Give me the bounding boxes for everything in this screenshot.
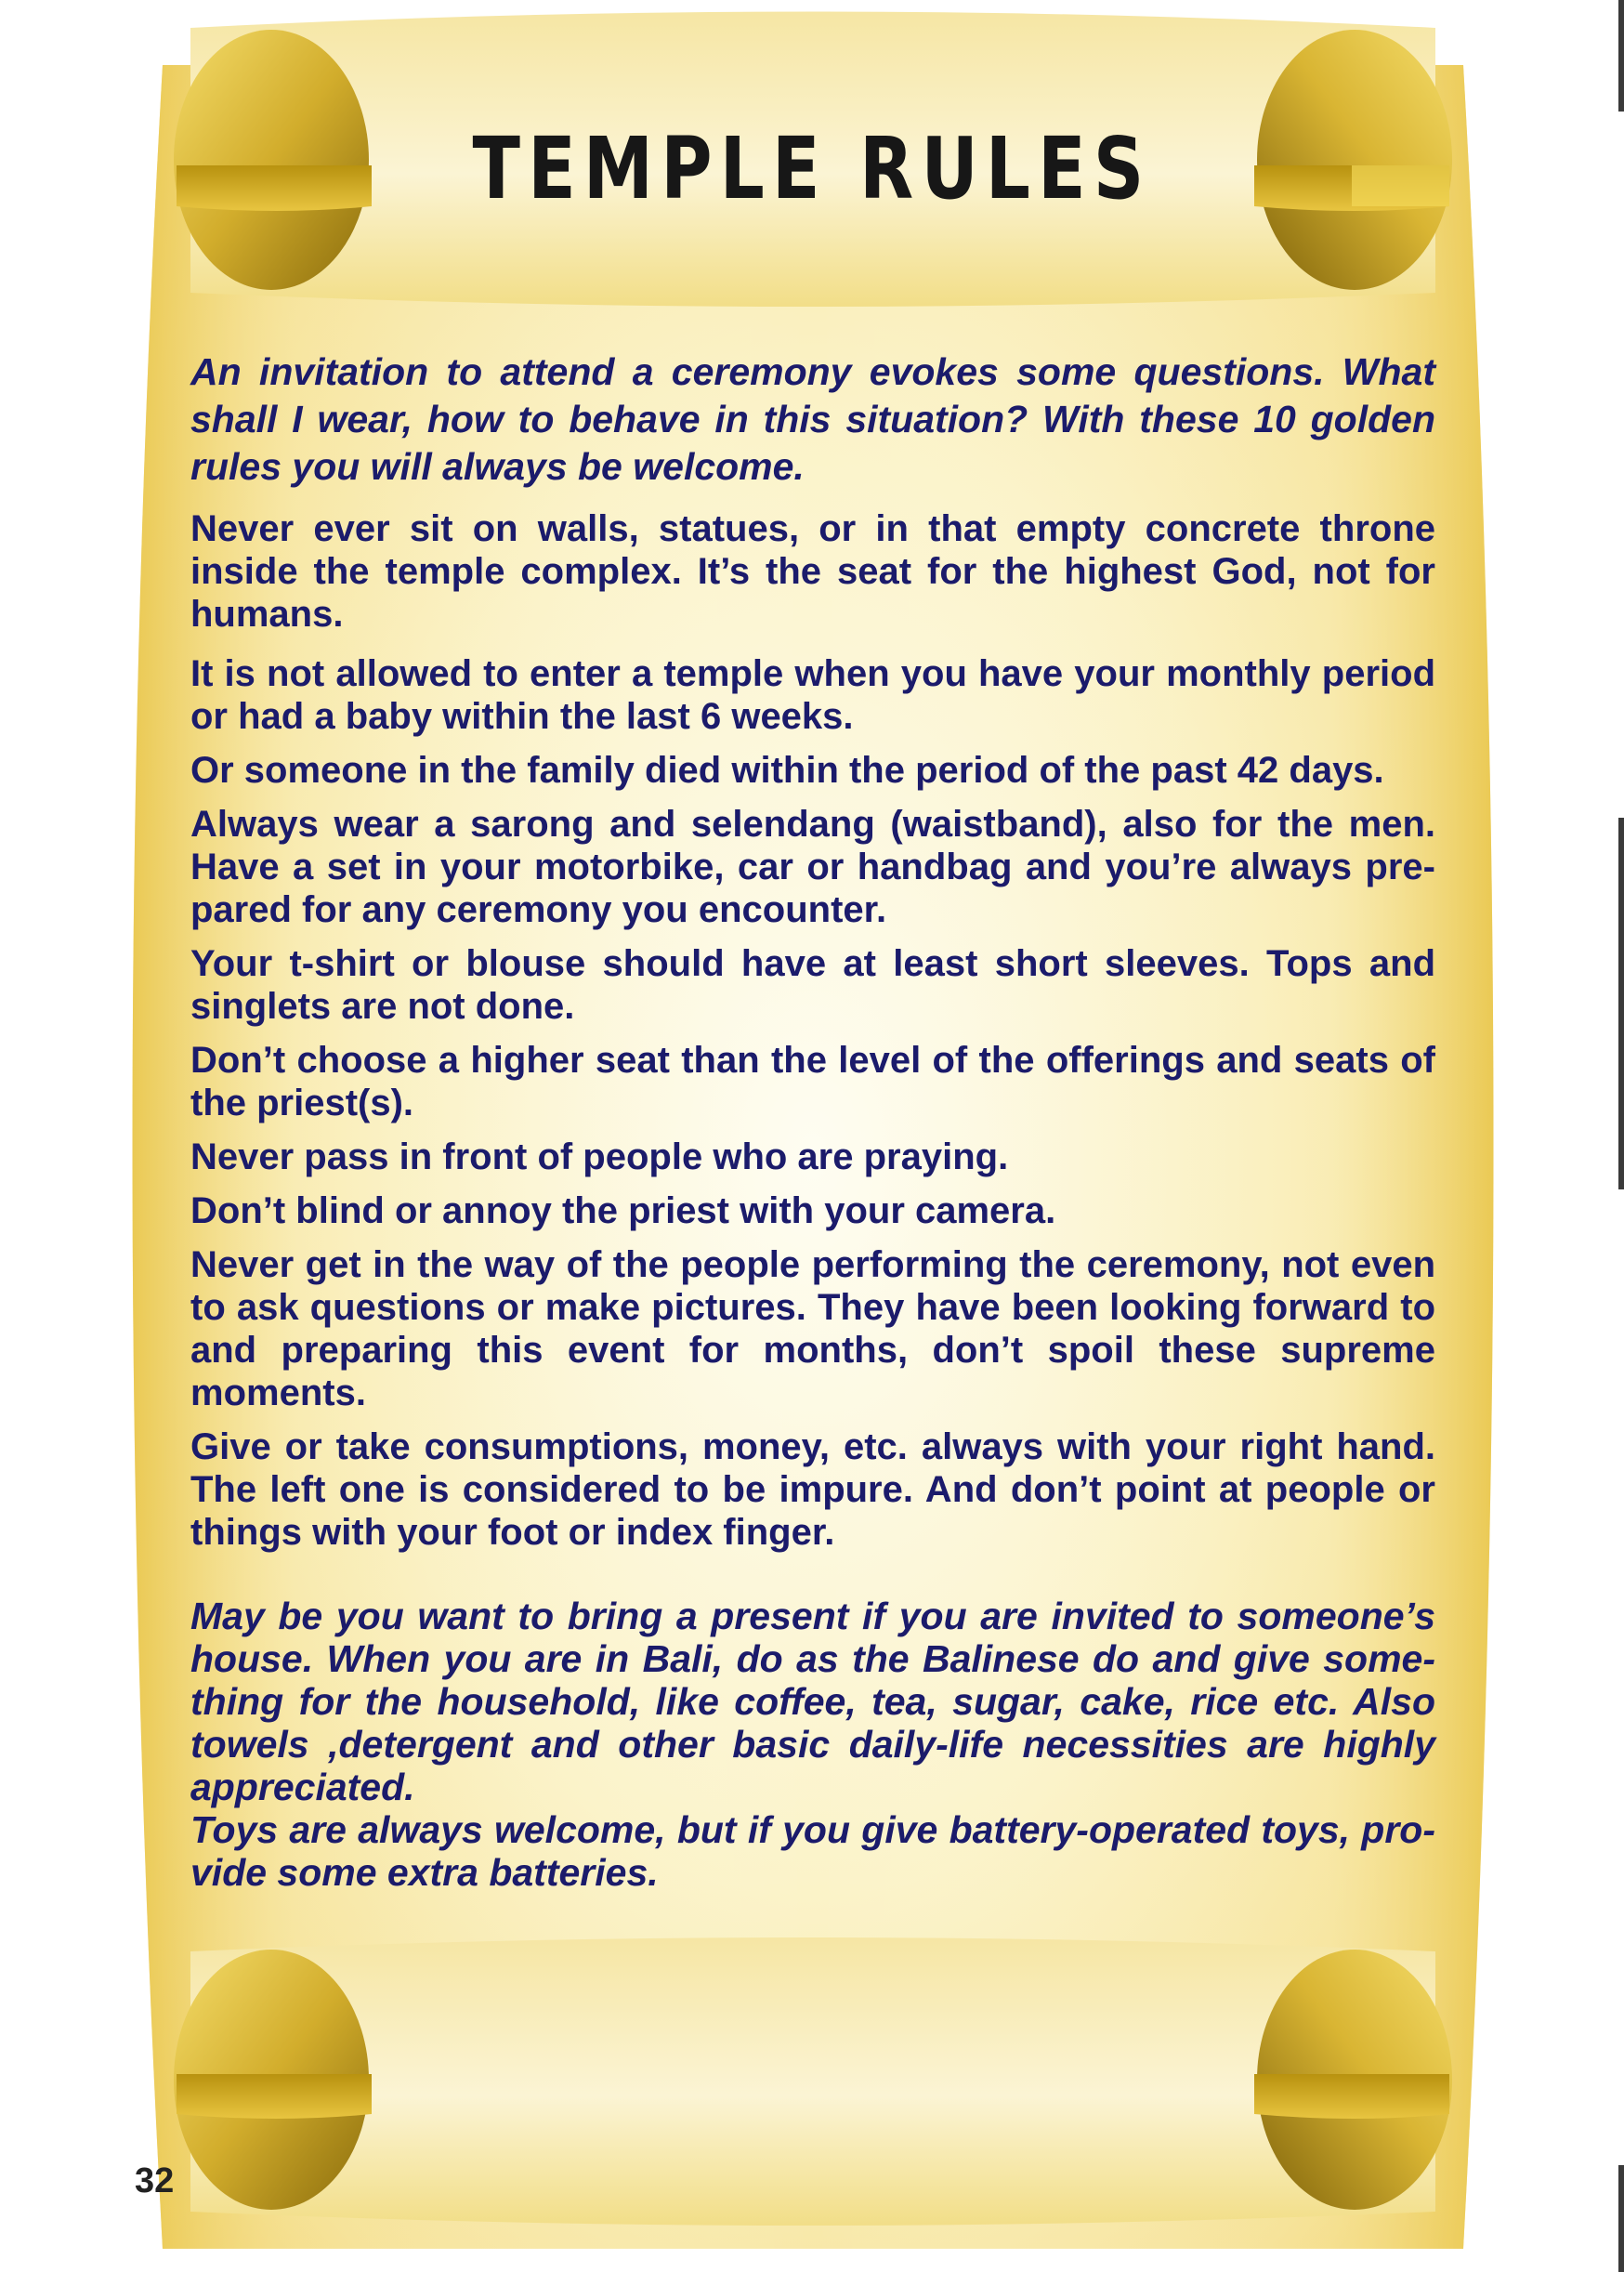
rule-item: It is not allowed to enter a temple when you have your monthly period or had a baby within the last 6 weeks. (190, 653, 1435, 737)
rule-item: Always wear a sarong and selendang (waistband), also for the men. Have a set in your motorbike, car or handbag and you’re always prepared for any ceremony you encounter. (190, 804, 1435, 930)
outro-paragraph: May be you want to bring a present if you are invited to someone’s house. When you are in Bali, do as the Balinese do and give something for the household, like coffee, tea, sugar, cake, rice etc. Also towels ,detergent and other basic daily-life necessities are highly appreciated. (190, 1595, 1435, 1808)
rule-item: Your t-shirt or blouse should have at least short sleeves. Tops and singlets are not done. (190, 943, 1435, 1027)
right-edge-bleed (1618, 0, 1624, 112)
rule-item: Give or take consumptions, money, etc. always with your right hand. The left one is considered to be impure. And don’t point at people or things with your foot or index finger. (190, 1426, 1435, 1553)
article-body (190, 348, 1435, 1894)
rule-item: Never ever sit on walls, statues, or in that empty concrete throne inside the temple complex. It’s the seat for the highest God, not for humans. (190, 508, 1435, 635)
rule-item: Or someone in the family died within the period of the past 42 days. (190, 750, 1384, 791)
page-number: 32 (135, 2161, 175, 2200)
rule-item: Never get in the way of the people performing the ceremony, not even to ask questions or make pictures. They have been looking forward to and preparing this event for months, don’t spoil these supreme moments. (190, 1244, 1435, 1413)
rule-item: Never pass in front of people who are praying. (190, 1136, 1009, 1177)
outro-paragraph: Toys are always welcome, but if you give battery-operated toys, provide some extra batteries. (190, 1808, 1435, 1894)
rule-item: Don’t blind or annoy the priest with your camera. (190, 1190, 1056, 1231)
right-edge-bleed (1618, 818, 1624, 1189)
right-edge-bleed (1618, 2165, 1624, 2272)
rule-item: Don’t choose a higher seat than the level of the offerings and seats of the priest(s). (190, 1040, 1435, 1123)
page-title: TEMPLE RULES (472, 119, 1152, 218)
intro-paragraph: An invitation to attend a ceremony evokes some questions. What shall I wear, how to behave in this situation? With these 10 golden rules you will always be welcome. (190, 350, 1435, 488)
